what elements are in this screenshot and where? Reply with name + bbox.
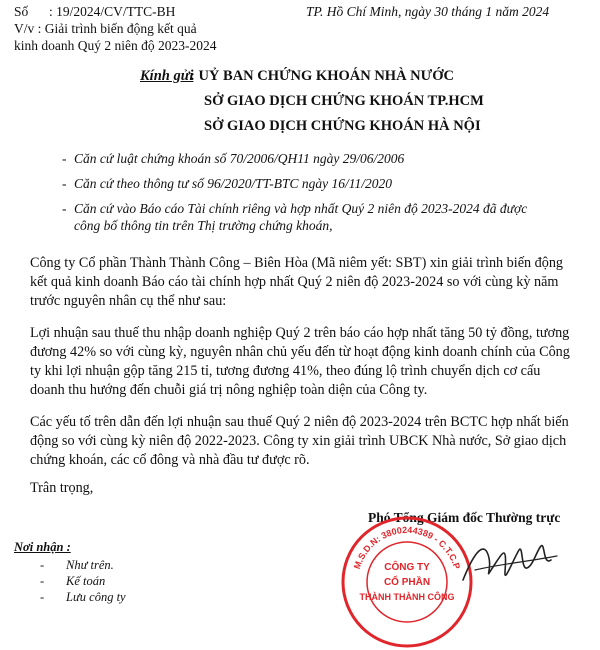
distribution-item: - Lưu công ty: [40, 590, 126, 604]
intro-line: Công ty Cổ phần Thành Thành Công – Biên Hòa (Mã niêm yết: SBT) xin giải trình biến động: [30, 255, 564, 271]
intro-paragraph: [30, 254, 580, 311]
basis-item-2: - Căn cứ theo thông tư số 96/2020/TT-BTC ngày 16/11/2020: [62, 176, 392, 191]
recipient-line-3: SỞ GIAO DỊCH CHỨNG KHOÁN HÀ NỘI: [204, 118, 481, 134]
distribution-label: Nơi nhận :: [14, 540, 71, 554]
closing-text: Trân trọng,: [30, 480, 94, 496]
recipient-line-1: : UỶ BAN CHỨNG KHOÁN NHÀ NƯỚC: [190, 68, 454, 84]
profit-paragraph: [30, 324, 580, 400]
intro-line: trước nguyên nhân cụ thể như sau:: [30, 293, 227, 309]
distribution-item: - Như trên.: [40, 558, 114, 572]
subject-line-2: kinh doanh Quý 2 niên độ 2023-2024: [14, 38, 217, 53]
intro-line: kết quả kinh doanh Báo cáo tài chính hợp nhất Quý 2 niên độ 2023-2024 so với cùng kỳ năm: [30, 274, 559, 290]
profit-line: Lợi nhuận sau thuế thu nhập doanh nghiệp Quý 2 trên báo cáo hợp nhất tăng 50 tỷ đồng, tương: [30, 325, 570, 341]
recipients-label: Kính gửi: [140, 68, 194, 84]
handwritten-signature: [455, 520, 565, 595]
seal-registration-text: M.S.D.N: 3800244389 - C.T.C.P: [351, 524, 463, 571]
seal-line-2: CỔ PHẦN: [383, 577, 431, 588]
seal-line-3: THÀNH THÀNH CÔNG: [359, 592, 455, 602]
distribution-item: - Kế toán: [40, 574, 106, 588]
signatory-title: Phó Tổng Giám đốc Thường trực: [368, 510, 561, 525]
conclusion-line: động so với cùng kỳ niên độ 2022-2023. Công ty xin giải trình UBCK Nhà nước, Sở giao dịch: [30, 433, 567, 449]
conclusion-paragraph: [30, 413, 580, 470]
document-number-value: : 19/2024/CV/TTC-BH: [49, 4, 176, 19]
profit-line: đương 42% so với cùng kỳ, nguyên nhân chủ yếu đến từ hoạt động kinh doanh chính của Công: [30, 344, 570, 360]
recipient-line-2: SỞ GIAO DỊCH CHỨNG KHOÁN TP.HCM: [204, 93, 484, 109]
profit-line: ty khi lợi nhuận gộp tăng 215 tỉ, tương đương 41%, theo đúng lộ trình chuyển dịch cơ cấu: [30, 363, 541, 379]
conclusion-line: chứng khoán, các cổ đông và nhà đầu tư được rõ.: [30, 452, 310, 468]
document-number-label: Số: [14, 4, 29, 19]
basis-text-3-continued: công bố thông tin trên Thị trường chứng khoán,: [74, 218, 333, 233]
basis-item-1: - Căn cứ luật chứng khoán số 70/2006/QH11 ngày 29/06/2006: [62, 151, 405, 166]
subject-line-1: V/v : Giải trình biến động kết quả: [14, 21, 197, 36]
basis-text-1: Căn cứ luật chứng khoán số 70/2006/QH11 ngày 29/06/2006: [74, 151, 405, 166]
conclusion-line: Các yếu tố trên dẫn đến lợi nhuận sau thuế Quý 2 niên độ 2023-2024 trên BCTC hợp nhất biến: [30, 414, 569, 430]
basis-item-3: - Căn cứ vào Báo cáo Tài chính riêng và hợp nhất Quý 2 niên độ 2023-2024 đã được: [62, 201, 528, 216]
basis-text-3: Căn cứ vào Báo cáo Tài chính riêng và hợp nhất Quý 2 niên độ 2023-2024 đã được: [74, 201, 528, 216]
location-date: TP. Hồ Chí Minh, ngày 30 tháng 1 năm 2024: [306, 4, 550, 19]
basis-text-2: Căn cứ theo thông tư số 96/2020/TT-BTC ngày 16/11/2020: [74, 176, 392, 191]
seal-line-1: CÔNG TY: [384, 562, 430, 573]
document-number: [14, 4, 175, 20]
profit-line: doanh thu hướng đến chuỗi giá trị nông nghiệp toàn diện của Công ty.: [30, 382, 428, 398]
